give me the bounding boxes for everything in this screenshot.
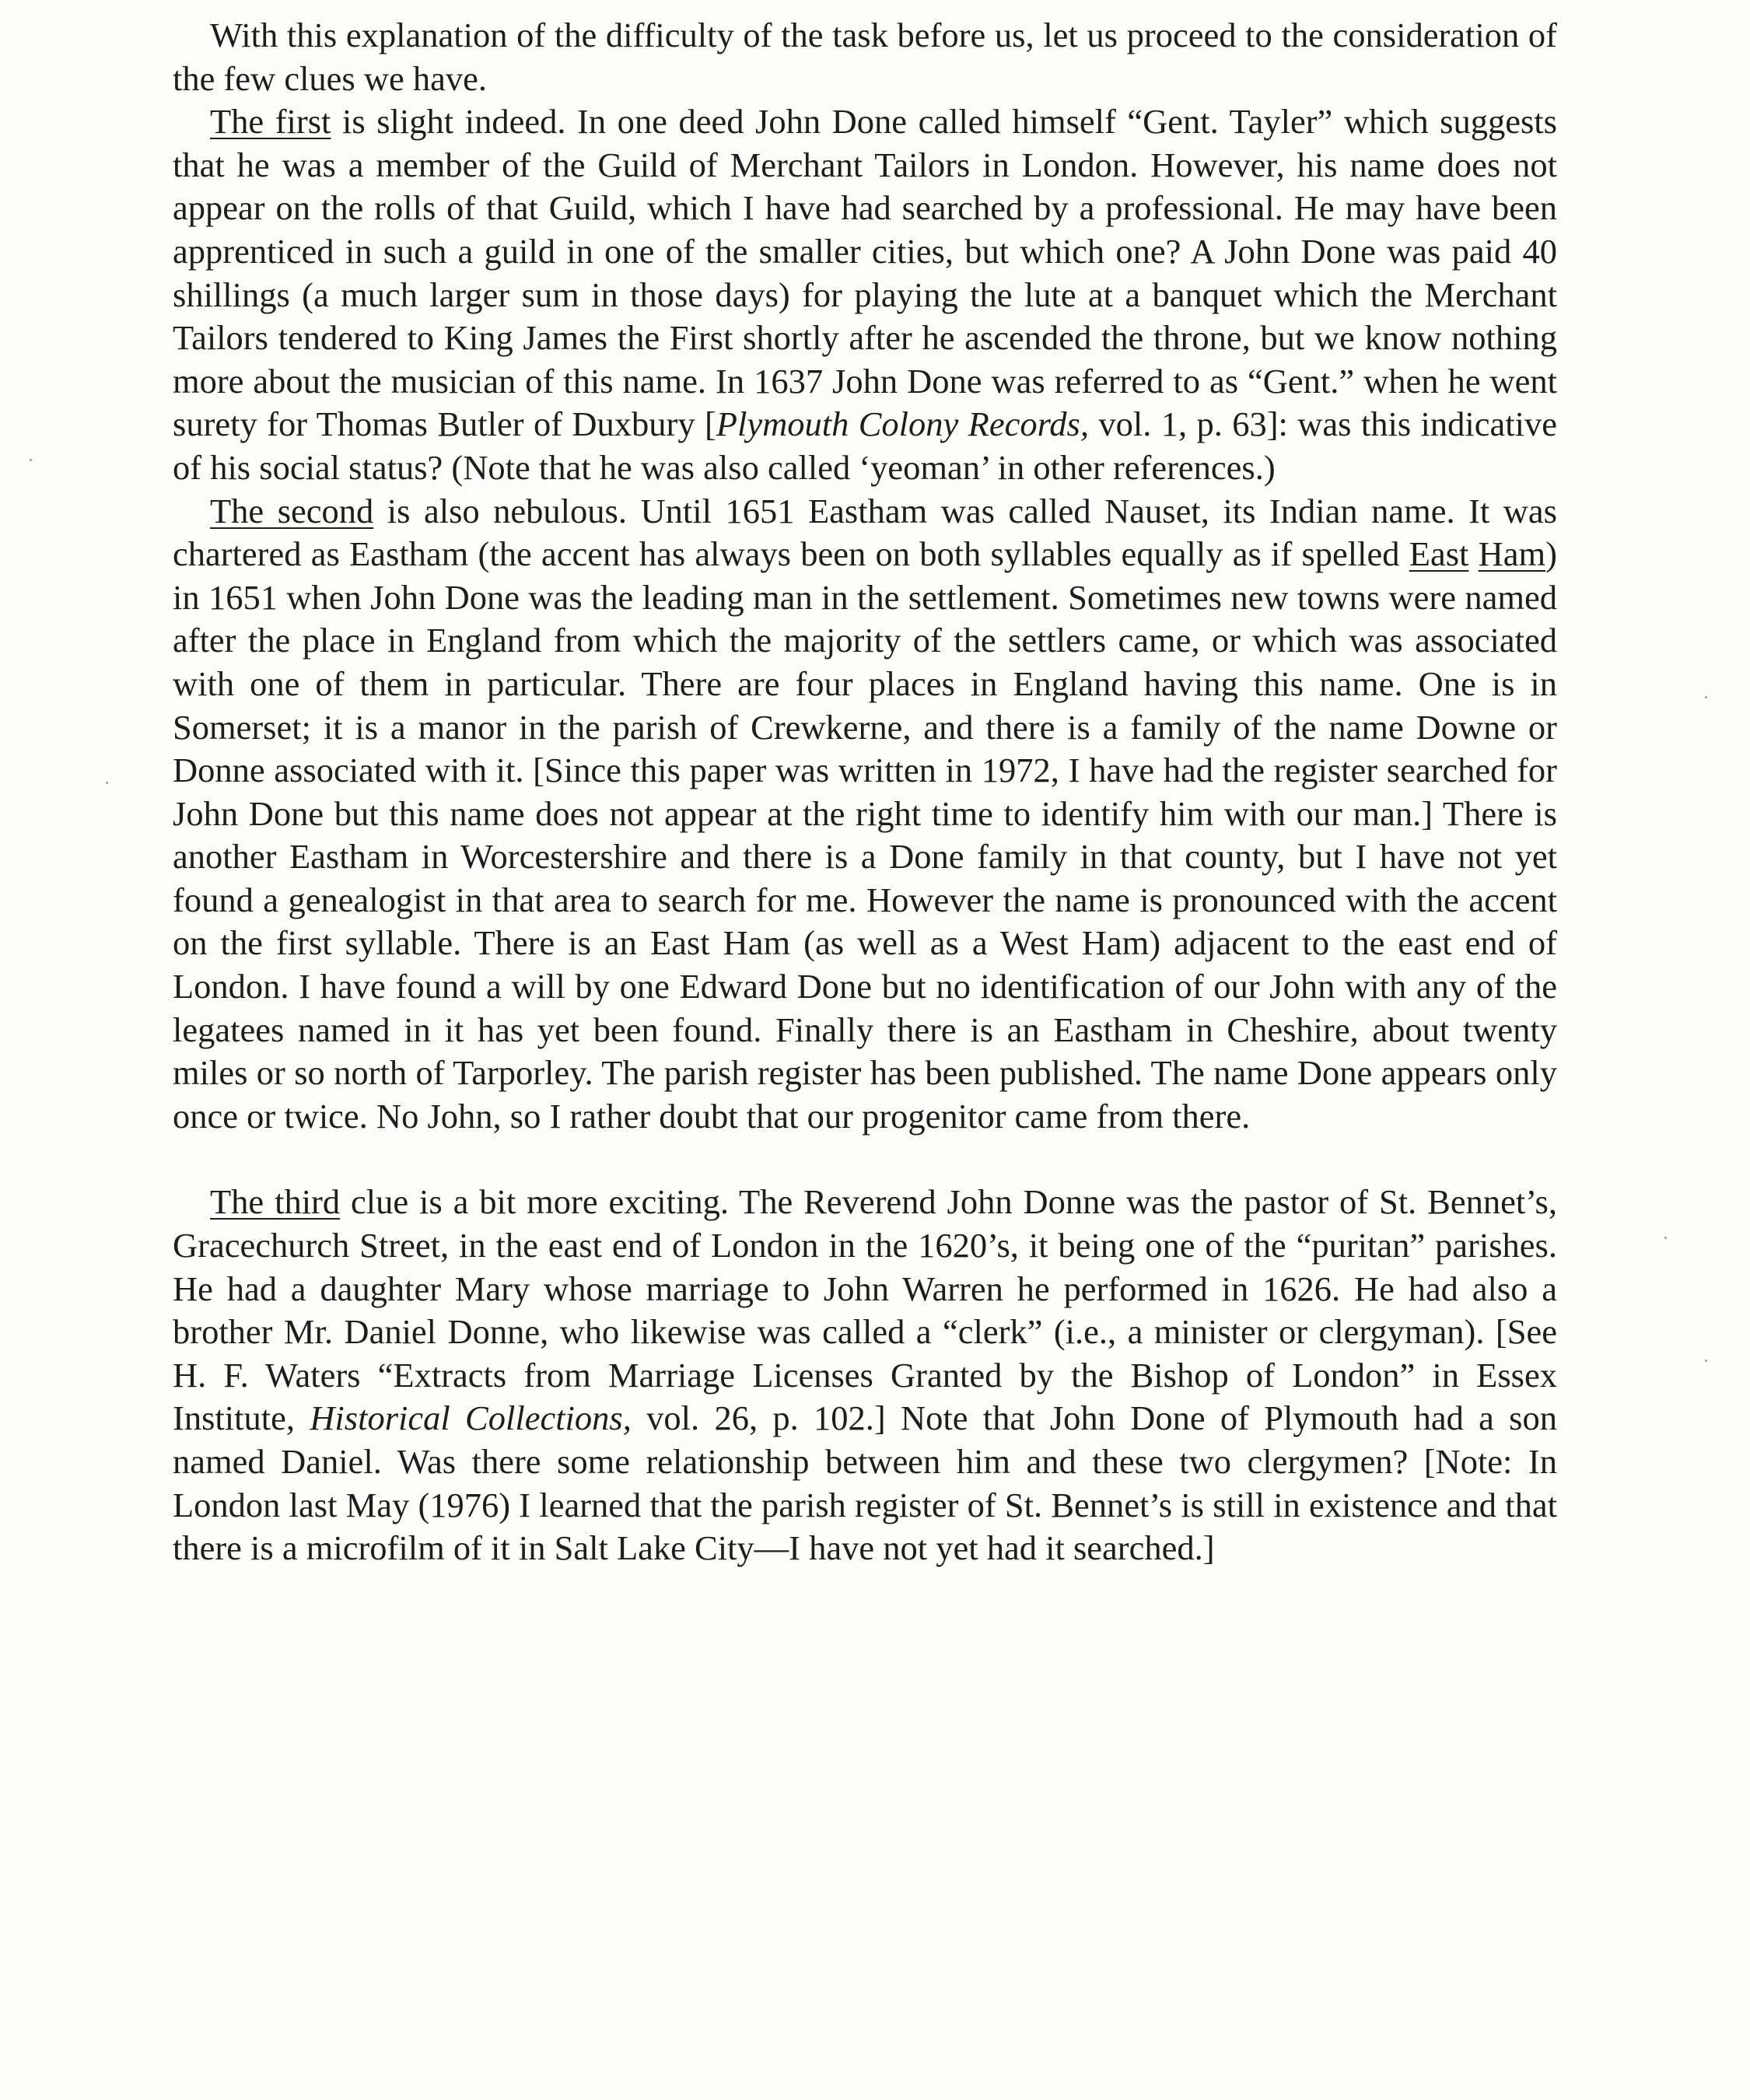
scan-speck <box>1705 696 1707 698</box>
clue-heading: The first <box>210 102 331 142</box>
underlined-word: East <box>1409 534 1469 574</box>
paragraph-text: is also nebulous. Until 1651 Eastham was called Nauset, its Indian name. It was chartered as Eastham (the accent has always been on both syllables equally as if spelled <box>173 491 1557 574</box>
document-body <box>173 14 1557 1570</box>
scan-speck <box>1705 1360 1707 1362</box>
scan-speck <box>106 782 108 784</box>
paragraph-text: vol. 26, p. 102.] Note that John Done of Plymouth had a son named Daniel. Was there some relationship between him and these two clergymen? [Note: In London last May (1976) I learned that the parish register of St. Bennet’s is still in existence and that there is a microfilm of it in Salt Lake City—I have not yet had it searched.] <box>173 1398 1557 1568</box>
paragraph-second-clue <box>173 490 1557 1139</box>
scan-speck <box>1664 1237 1667 1239</box>
citation-title: Plymouth Colony Records, <box>716 404 1089 444</box>
paragraph-text: ) in 1651 when John Done was the leading man in the settlement. Sometimes new towns were named after the place in England from which the majority of the settlers came, or which was associated with one of them in particular. There are four places in England having this name. One is in Somerset; it is a manor in the parish of Crewkerne, and there is a family of the name Downe or Donne associated with it. [Since this paper was written in 1972, I have had the register searched for John Done but this name does not appear at the right time to identify him with our man.] There is another Eastham in Worcestershire and there is a Done family in that county, but I have not yet found a genealogist in that area to search for me. However the name is pronounced with the accent on the first syllable. There is an East Ham (as well as a West Ham) adjacent to the east end of London. I have found a will by one Edward Done but no identification of our John with any of the legatees named in it has yet been found. Finally there is an Eastham in Cheshire, about twenty miles or so north of Tarporley. The parish register has been published. The name Done appears only once or twice. No John, so I rather doubt that our progenitor came from there. <box>173 534 1557 1136</box>
citation-title: Historical Collections, <box>310 1398 632 1438</box>
scan-speck <box>30 459 32 461</box>
paragraph-third-clue <box>173 1181 1557 1570</box>
paragraph-first-clue <box>173 100 1557 489</box>
paragraph-text: With this explanation of the difficulty of the task before us, let us proceed to the consideration of the few clues we have. <box>173 16 1557 98</box>
underlined-word: Ham <box>1478 534 1546 574</box>
word-space <box>1468 534 1478 573</box>
clue-heading: The third <box>210 1182 341 1222</box>
paragraph-text: clue is a bit more exciting. The Reverend John Donne was the pastor of St. Bennet’s, Gracechurch Street, in the east end of London in the 1620’s, it being one of the “puritan” parishes. He had a daughter Mary whose marriage to John Warren he performed in 1626. He had also a brother Mr. Daniel Donne, who likewise was called a “clerk” (i.e., a minister or clergyman). [See H. F. Waters “Extracts from Marriage Licenses Granted by the Bishop of London” in Essex Institute, <box>173 1182 1558 1438</box>
paragraph-intro <box>173 14 1557 100</box>
clue-heading: The second <box>210 491 374 530</box>
paragraph-text: is slight indeed. In one deed John Done called himself “Gent. Tayler” which suggests that he was a member of the Guild of Merchant Tailors in London. However, his name does not appear on the rolls of that Guild, which I have had searched by a professional. He may have been apprenticed in such a guild in one of the smaller cities, but which one? A John Done was paid 40 shillings (a much larger sum in those days) for playing the lute at a banquet which the Merchant Tailors tendered to King James the First shortly after he ascended the throne, but we know nothing more about the musician of this name. In 1637 John Done was referred to as “Gent.” when he went surety for Thomas Butler of Duxbury [ <box>173 102 1557 444</box>
paragraph-text: vol. 1, p. 63]: was this indicative of his social status? (Note that he was also called ‘yeoman’ in other references.) <box>173 404 1557 487</box>
